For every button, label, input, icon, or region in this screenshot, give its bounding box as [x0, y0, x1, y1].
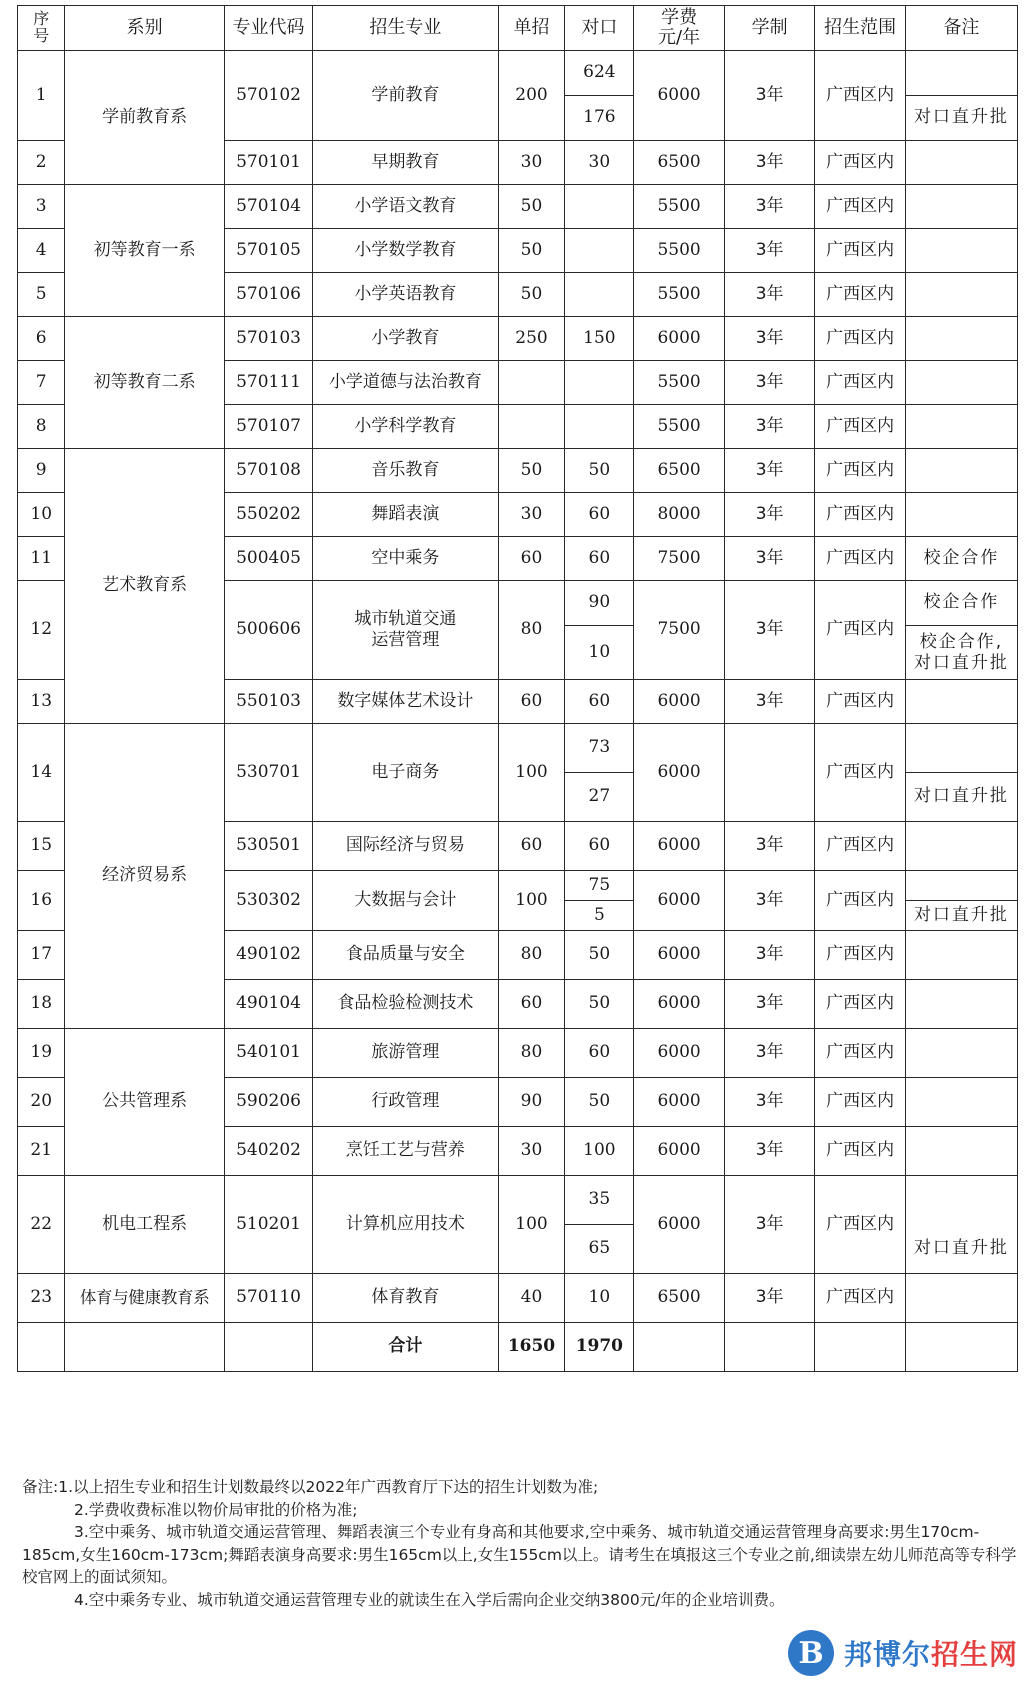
cell-code: 530701 — [224, 724, 312, 822]
cell-code: 530302 — [224, 871, 312, 931]
cell-duikou: 50 — [565, 449, 634, 493]
cell-code: 570107 — [224, 405, 312, 449]
footnote-1: 备注:1.以上招生专业和招生计划数最终以2022年广西教育厅下达的招生计划数为准; — [22, 1478, 599, 1496]
cell-major: 空中乘务 — [313, 537, 498, 581]
cell-years: 3年 — [724, 980, 815, 1029]
cell-years: 3年 — [724, 680, 815, 724]
cell-dept: 机电工程系 — [65, 1176, 224, 1274]
cell-code: 570102 — [224, 51, 312, 141]
cell-single: 60 — [498, 980, 565, 1029]
cell-years: 3年 — [724, 1274, 815, 1323]
cell-duikou — [565, 273, 634, 317]
cell-fee: 6000 — [634, 680, 725, 724]
cell-major: 小学教育 — [313, 317, 498, 361]
header-major: 招生专业 — [313, 6, 498, 51]
cell-note: 对口直升批 — [905, 96, 1017, 141]
cell-single — [498, 405, 565, 449]
cell-major — [313, 581, 498, 680]
cell-dept: 初等教育二系 — [65, 317, 224, 449]
cell-major: 体育教育 — [313, 1274, 498, 1323]
cell-years: 3年 — [724, 1029, 815, 1078]
cell-seq: 23 — [18, 1274, 65, 1323]
table-row — [18, 724, 1018, 773]
cell-major: 小学科学教育 — [313, 405, 498, 449]
cell-major: 小学数学教育 — [313, 229, 498, 273]
footnote-4: 4.空中乘务专业、城市轨道交通运营管理专业的就读生在入学后需向企业交纳3800元/年的企业培训费。 — [74, 1590, 785, 1609]
cell-duikou: 50 — [565, 931, 634, 980]
cell-note — [905, 1274, 1017, 1323]
cell-code: 570104 — [224, 185, 312, 229]
cell-range: 广西区内 — [815, 51, 906, 141]
cell-range: 广西区内 — [815, 980, 906, 1029]
cell-duikou — [565, 361, 634, 405]
cell-fee: 6000 — [634, 931, 725, 980]
cell-range: 广西区内 — [815, 1127, 906, 1176]
cell-years: 3年 — [724, 1176, 815, 1274]
table-row — [18, 185, 1018, 229]
note-line-2: 对口直升批 — [913, 652, 1009, 673]
header-single: 单招 — [498, 6, 565, 51]
cell-duikou: 10 — [565, 1274, 634, 1323]
cell-single: 50 — [498, 449, 565, 493]
cell-range: 广西区内 — [815, 449, 906, 493]
cell-major: 旅游管理 — [313, 1029, 498, 1078]
cell-note — [905, 1323, 1017, 1372]
cell-major: 计算机应用技术 — [313, 1176, 498, 1274]
cell-fee: 6000 — [634, 724, 725, 822]
cell-range: 广西区内 — [815, 931, 906, 980]
cell-fee: 6000 — [634, 1029, 725, 1078]
header-row — [18, 6, 1018, 51]
cell-duikou: 27 — [565, 773, 634, 822]
cell-duikou: 60 — [565, 493, 634, 537]
cell-seq: 13 — [18, 680, 65, 724]
cell-code: 540202 — [224, 1127, 312, 1176]
footnote-2: 2.学费收费标准以物价局审批的价格为准; — [74, 1500, 358, 1519]
cell-single: 50 — [498, 229, 565, 273]
header-years: 学制 — [724, 6, 815, 51]
cell-major: 大数据与会计 — [313, 871, 498, 931]
cell-duikou: 73 — [565, 724, 634, 773]
watermark-text-b: 招生网 — [931, 1638, 1019, 1671]
cell-major: 烹饪工艺与营养 — [313, 1127, 498, 1176]
cell-dept: 体育与健康教育系 — [65, 1274, 224, 1323]
cell-single: 80 — [498, 931, 565, 980]
cell-duikou: 90 — [565, 581, 634, 626]
cell-single: 30 — [498, 493, 565, 537]
cell-years: 3年 — [724, 141, 815, 185]
cell-single: 90 — [498, 1078, 565, 1127]
cell-code: 570101 — [224, 141, 312, 185]
cell-duikou — [565, 229, 634, 273]
cell-years: 3年 — [724, 581, 815, 680]
cell-fee: 6000 — [634, 1078, 725, 1127]
cell-single: 60 — [498, 822, 565, 871]
cell-major: 食品质量与安全 — [313, 931, 498, 980]
cell-fee: 6000 — [634, 1176, 725, 1274]
cell-note — [905, 1127, 1017, 1176]
header-range: 招生范围 — [815, 6, 906, 51]
cell-fee: 8000 — [634, 493, 725, 537]
cell-duikou: 50 — [565, 980, 634, 1029]
cell-major: 食品检验检测技术 — [313, 980, 498, 1029]
cell-fee: 6000 — [634, 1127, 725, 1176]
cell-note: 对口直升批 — [905, 1225, 1017, 1274]
cell-range: 广西区内 — [815, 1029, 906, 1078]
cell-code: 570110 — [224, 1274, 312, 1323]
header-seq: 序号 — [18, 6, 65, 51]
enrollment-table — [17, 5, 1018, 1372]
cell-years: 3年 — [724, 449, 815, 493]
cell-duikou: 35 — [565, 1176, 634, 1225]
cell-note — [905, 273, 1017, 317]
cell-range: 广西区内 — [815, 273, 906, 317]
cell-note — [905, 1078, 1017, 1127]
cell-duikou: 10 — [565, 626, 634, 680]
cell-seq: 9 — [18, 449, 65, 493]
cell-code: 490102 — [224, 931, 312, 980]
cell-seq: 11 — [18, 537, 65, 581]
total-duikou: 1970 — [565, 1323, 634, 1372]
cell-note — [905, 680, 1017, 724]
watermark-text-a: 邦博尔 — [844, 1638, 932, 1671]
cell-dept: 艺术教育系 — [65, 449, 224, 724]
cell-fee: 6500 — [634, 1274, 725, 1323]
cell-duikou: 65 — [565, 1225, 634, 1274]
cell-years: 3年 — [724, 185, 815, 229]
watermark-text — [844, 1633, 1018, 1673]
cell-note: 校企合作 — [905, 537, 1017, 581]
cell-fee: 7500 — [634, 581, 725, 680]
cell-duikou: 624 — [565, 51, 634, 96]
cell-duikou: 50 — [565, 1078, 634, 1127]
header-fee: 学费元/年 — [634, 6, 725, 51]
cell-single: 100 — [498, 724, 565, 822]
cell-major: 数字媒体艺术设计 — [313, 680, 498, 724]
cell-seq: 4 — [18, 229, 65, 273]
major-line-1: 城市轨道交通 — [354, 608, 457, 629]
cell-fee: 6000 — [634, 822, 725, 871]
cell-single: 250 — [498, 317, 565, 361]
cell-seq: 8 — [18, 405, 65, 449]
header-dept: 系别 — [65, 6, 224, 51]
cell-single: 30 — [498, 141, 565, 185]
cell-duikou — [565, 185, 634, 229]
cell-years: 3年 — [724, 273, 815, 317]
cell-note — [905, 229, 1017, 273]
cell-range: 广西区内 — [815, 1274, 906, 1323]
cell-seq: 5 — [18, 273, 65, 317]
footnotes — [22, 1476, 1022, 1611]
cell-range: 广西区内 — [815, 405, 906, 449]
table-row — [18, 317, 1018, 361]
cell-duikou: 60 — [565, 1029, 634, 1078]
cell-major: 国际经济与贸易 — [313, 822, 498, 871]
cell-single: 40 — [498, 1274, 565, 1323]
total-row — [18, 1323, 1018, 1372]
cell-duikou: 176 — [565, 96, 634, 141]
cell-fee: 5500 — [634, 361, 725, 405]
cell-fee — [634, 1323, 725, 1372]
cell-years: 3年 — [724, 405, 815, 449]
cell-major: 早期教育 — [313, 141, 498, 185]
cell-seq: 18 — [18, 980, 65, 1029]
cell-range: 广西区内 — [815, 581, 906, 680]
brand-logo-icon: B — [788, 1630, 834, 1676]
cell-code: 490104 — [224, 980, 312, 1029]
cell-note — [905, 449, 1017, 493]
cell-single — [498, 361, 565, 405]
cell-single: 80 — [498, 1029, 565, 1078]
cell-seq: 22 — [18, 1176, 65, 1274]
cell-single: 80 — [498, 581, 565, 680]
cell-note: 对口直升批 — [905, 901, 1017, 931]
table-row — [18, 1274, 1018, 1323]
cell-duikou: 30 — [565, 141, 634, 185]
cell-code: 570106 — [224, 273, 312, 317]
cell-note: 校企合作 — [905, 581, 1017, 626]
cell-range: 广西区内 — [815, 680, 906, 724]
cell-single: 50 — [498, 273, 565, 317]
cell-fee: 5500 — [634, 229, 725, 273]
cell-code: 500405 — [224, 537, 312, 581]
cell-code: 570108 — [224, 449, 312, 493]
cell-seq: 17 — [18, 931, 65, 980]
cell-major: 舞蹈表演 — [313, 493, 498, 537]
cell-note — [905, 405, 1017, 449]
cell-seq — [18, 1323, 65, 1372]
cell-fee: 6000 — [634, 871, 725, 931]
cell-years — [724, 724, 815, 822]
cell-seq: 21 — [18, 1127, 65, 1176]
cell-dept: 初等教育一系 — [65, 185, 224, 317]
cell-single: 30 — [498, 1127, 565, 1176]
major-line-2: 运营管理 — [371, 630, 440, 650]
cell-major: 电子商务 — [313, 724, 498, 822]
cell-code: 550202 — [224, 493, 312, 537]
cell-seq: 2 — [18, 141, 65, 185]
cell-note — [905, 493, 1017, 537]
cell-fee: 5500 — [634, 405, 725, 449]
cell-note — [905, 51, 1017, 96]
cell-seq: 12 — [18, 581, 65, 680]
cell-duikou: 150 — [565, 317, 634, 361]
cell-dept — [65, 1323, 224, 1372]
cell-note — [905, 141, 1017, 185]
cell-note — [905, 626, 1017, 680]
cell-single: 100 — [498, 871, 565, 931]
cell-note — [905, 822, 1017, 871]
cell-fee: 6500 — [634, 449, 725, 493]
cell-note — [905, 185, 1017, 229]
cell-note — [905, 931, 1017, 980]
cell-duikou: 100 — [565, 1127, 634, 1176]
cell-single: 50 — [498, 185, 565, 229]
cell-years: 3年 — [724, 229, 815, 273]
cell-code: 500606 — [224, 581, 312, 680]
cell-years: 3年 — [724, 822, 815, 871]
cell-seq: 20 — [18, 1078, 65, 1127]
cell-range: 广西区内 — [815, 185, 906, 229]
cell-seq: 1 — [18, 51, 65, 141]
cell-fee: 5500 — [634, 185, 725, 229]
cell-note: 对口直升批 — [905, 773, 1017, 822]
cell-range: 广西区内 — [815, 1176, 906, 1274]
cell-note — [905, 1029, 1017, 1078]
cell-code: 510201 — [224, 1176, 312, 1274]
cell-seq: 14 — [18, 724, 65, 822]
cell-single: 100 — [498, 1176, 565, 1274]
header-note: 备注 — [905, 6, 1017, 51]
cell-dept: 公共管理系 — [65, 1029, 224, 1176]
cell-code: 590206 — [224, 1078, 312, 1127]
cell-major: 小学英语教育 — [313, 273, 498, 317]
cell-duikou — [565, 405, 634, 449]
note-line-1: 校企合作, — [919, 632, 1004, 653]
cell-note — [905, 871, 1017, 901]
cell-seq: 6 — [18, 317, 65, 361]
cell-single: 200 — [498, 51, 565, 141]
cell-seq: 15 — [18, 822, 65, 871]
cell-years: 3年 — [724, 537, 815, 581]
cell-years: 3年 — [724, 1127, 815, 1176]
cell-years: 3年 — [724, 871, 815, 931]
cell-range: 广西区内 — [815, 1078, 906, 1127]
cell-fee: 6000 — [634, 51, 725, 141]
cell-note — [905, 724, 1017, 773]
cell-seq: 16 — [18, 871, 65, 931]
cell-dept: 经济贸易系 — [65, 724, 224, 1029]
footnote-3: 3.空中乘务、城市轨道交通运营管理、舞蹈表演三个专业有身高和其他要求,空中乘务、城市轨道交通运营管理身高要求:男生170cm-185cm,女生160cm-173cm;舞蹈表演身高要求:男生165cm以上,女生155cm以上。请考生在填报这三个专业之前,细读崇左幼儿师范高等专科学校官网上的面试须知。 — [22, 1523, 1017, 1586]
cell-fee: 6000 — [634, 980, 725, 1029]
total-label: 合计 — [313, 1323, 498, 1372]
cell-duikou: 60 — [565, 822, 634, 871]
cell-code: 570111 — [224, 361, 312, 405]
cell-duikou: 60 — [565, 537, 634, 581]
cell-major: 小学语文教育 — [313, 185, 498, 229]
cell-duikou: 75 — [565, 871, 634, 901]
cell-range: 广西区内 — [815, 141, 906, 185]
watermark — [788, 1628, 1018, 1678]
cell-major: 音乐教育 — [313, 449, 498, 493]
cell-code: 540101 — [224, 1029, 312, 1078]
cell-code: 530501 — [224, 822, 312, 871]
table-row — [18, 449, 1018, 493]
cell-dept: 学前教育系 — [65, 51, 224, 185]
cell-code: 550103 — [224, 680, 312, 724]
cell-fee: 5500 — [634, 273, 725, 317]
cell-seq: 19 — [18, 1029, 65, 1078]
cell-code: 570105 — [224, 229, 312, 273]
cell-range: 广西区内 — [815, 493, 906, 537]
cell-seq: 7 — [18, 361, 65, 405]
table-row — [18, 1176, 1018, 1225]
cell-note — [905, 1176, 1017, 1225]
cell-years — [724, 1323, 815, 1372]
cell-range: 广西区内 — [815, 822, 906, 871]
cell-range: 广西区内 — [815, 361, 906, 405]
cell-range: 广西区内 — [815, 317, 906, 361]
table-row — [18, 1029, 1018, 1078]
cell-fee: 7500 — [634, 537, 725, 581]
cell-years: 3年 — [724, 317, 815, 361]
cell-duikou: 5 — [565, 901, 634, 931]
cell-note — [905, 317, 1017, 361]
cell-major: 行政管理 — [313, 1078, 498, 1127]
cell-fee: 6000 — [634, 317, 725, 361]
header-code: 专业代码 — [224, 6, 312, 51]
cell-note — [905, 361, 1017, 405]
cell-years: 3年 — [724, 361, 815, 405]
cell-years: 3年 — [724, 1078, 815, 1127]
cell-single: 60 — [498, 537, 565, 581]
cell-code — [224, 1323, 312, 1372]
cell-major: 小学道德与法治教育 — [313, 361, 498, 405]
cell-years: 3年 — [724, 931, 815, 980]
cell-seq: 3 — [18, 185, 65, 229]
cell-range: 广西区内 — [815, 871, 906, 931]
cell-years: 3年 — [724, 493, 815, 537]
cell-note — [905, 980, 1017, 1029]
header-duikou: 对口 — [565, 6, 634, 51]
cell-code: 570103 — [224, 317, 312, 361]
total-single: 1650 — [498, 1323, 565, 1372]
cell-years: 3年 — [724, 51, 815, 141]
cell-range: 广西区内 — [815, 229, 906, 273]
cell-major: 学前教育 — [313, 51, 498, 141]
cell-range — [815, 1323, 906, 1372]
cell-fee: 6500 — [634, 141, 725, 185]
cell-duikou: 60 — [565, 680, 634, 724]
cell-range: 广西区内 — [815, 724, 906, 822]
cell-single: 60 — [498, 680, 565, 724]
table-row — [18, 51, 1018, 96]
cell-seq: 10 — [18, 493, 65, 537]
cell-range: 广西区内 — [815, 537, 906, 581]
